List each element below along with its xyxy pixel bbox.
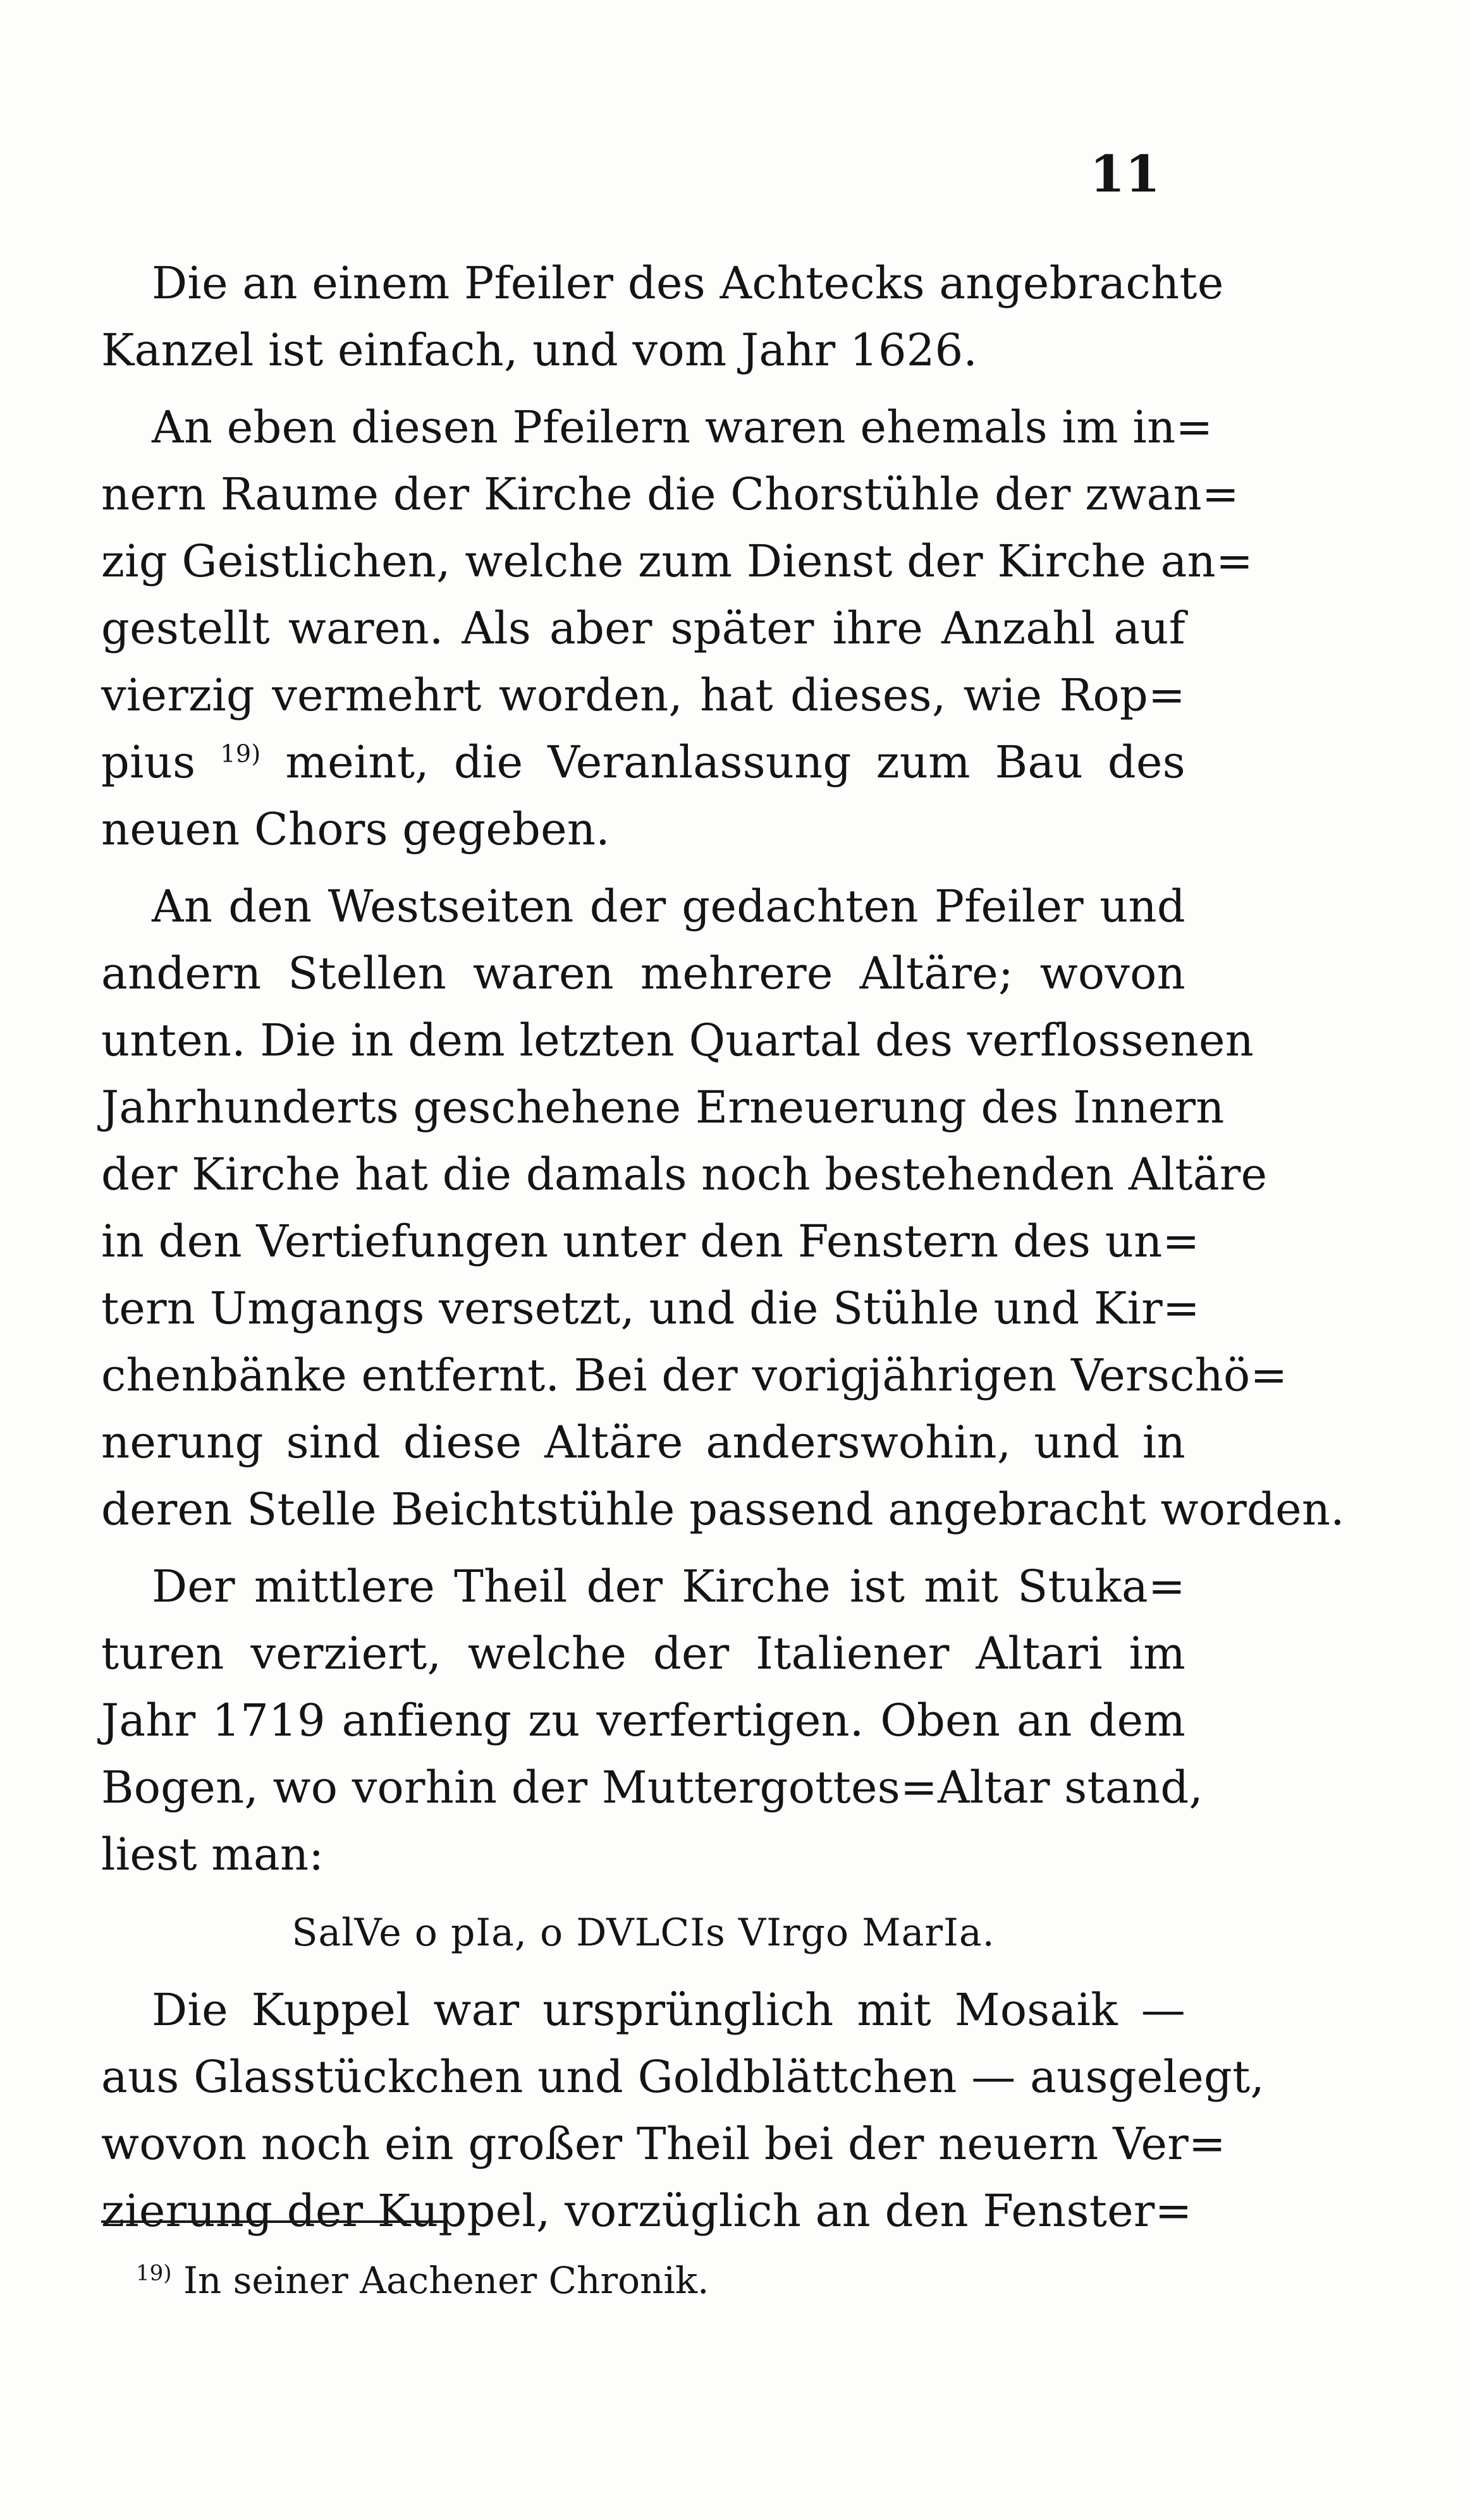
footnote xyxy=(136,2255,709,2306)
text-line: An eben diesen Pfeilern waren ehemals im in= xyxy=(152,401,1213,453)
paragraph-choir-stalls xyxy=(101,394,1254,863)
text-line: Jahr 1719 anfieng zu verfertigen. Oben an dem xyxy=(101,1695,1185,1746)
footnote-text: In seiner Aachener Chronik. xyxy=(183,2259,709,2302)
text-line: neuen Chors gegeben. xyxy=(101,803,610,855)
paragraph-stucco xyxy=(101,1553,1203,1888)
text-line: Die an einem Pfeiler des Achtecks angebrachte xyxy=(152,257,1224,309)
text-line: Kanzel ist einfach, und vom Jahr 1626. xyxy=(101,324,978,376)
text-line: zierung der Kuppel, vorzüglich an den Fenster= xyxy=(101,2185,1192,2237)
footnote-divider xyxy=(101,2220,446,2223)
text-line: in den Vertiefungen unter den Fenstern des un= xyxy=(101,1215,1200,1267)
text-line: An den Westseiten der gedachten Pfeiler und xyxy=(152,880,1185,932)
text-line: Der mittlere Theil der Kirche ist mit Stuka= xyxy=(152,1561,1185,1612)
paragraph-altars xyxy=(101,873,1345,1543)
text-line: tern Umgangs versetzt, und die Stühle und Kir= xyxy=(101,1282,1200,1334)
footnote-marker: 19) xyxy=(136,2260,172,2286)
text-line-with-note xyxy=(101,729,1185,796)
text-line: aus Glasstückchen und Goldblättchen — ausgelegt, xyxy=(101,2051,1265,2103)
text-line: zig Geistlichen, welche zum Dienst der Kirche an= xyxy=(101,535,1254,587)
text-line: andern Stellen waren mehrere Altäre; wovon xyxy=(101,947,1185,999)
text-line: turen verziert, welche der Italiener Altari im xyxy=(101,1628,1185,1679)
text-line: wovon noch ein großer Theil bei der neuern Ver= xyxy=(101,2118,1226,2170)
text-line: nern Raume der Kirche die Chorstühle der zwan= xyxy=(101,468,1239,520)
text-line: vierzig vermehrt worden, hat dieses, wie Rop= xyxy=(101,669,1185,721)
text-line: liest man: xyxy=(101,1829,324,1880)
main-text xyxy=(101,250,1345,2255)
text-line: gestellt waren. Als aber später ihre Anzahl auf xyxy=(101,602,1185,654)
footnote-reference: 19) xyxy=(220,740,261,768)
note-line-rest: meint, die Veranlassung zum Bau des xyxy=(285,736,1185,788)
page-number: 11 xyxy=(1089,144,1160,204)
text-line: deren Stelle Beichtstühle passend angebracht worden. xyxy=(101,1483,1345,1535)
text-line: nerung sind diese Altäre anderswohin, und in xyxy=(101,1416,1185,1468)
paragraph-dome xyxy=(101,1976,1265,2244)
paragraph-pulpit xyxy=(101,250,1224,384)
text-line: unten. Die in dem letzten Quartal des verflossenen xyxy=(101,1014,1254,1066)
text-line: der Kirche hat die damals noch bestehenden Altäre xyxy=(101,1148,1268,1200)
text-line: Die Kuppel war ursprünglich mit Mosaik — xyxy=(152,1984,1185,2036)
note-line-prefix: pius xyxy=(101,736,196,788)
latin-inscription: SalVe o pIa, o DVLCIs VIrgo MarIa. xyxy=(291,1911,995,1955)
text-line: Bogen, wo vorhin der Muttergottes=Altar stand, xyxy=(101,1762,1203,1813)
text-line: Jahrhunderts geschehene Erneuerung des Innern xyxy=(101,1081,1225,1133)
text-line: chenbänke entfernt. Bei der vorigjährigen Verschö= xyxy=(101,1349,1288,1401)
